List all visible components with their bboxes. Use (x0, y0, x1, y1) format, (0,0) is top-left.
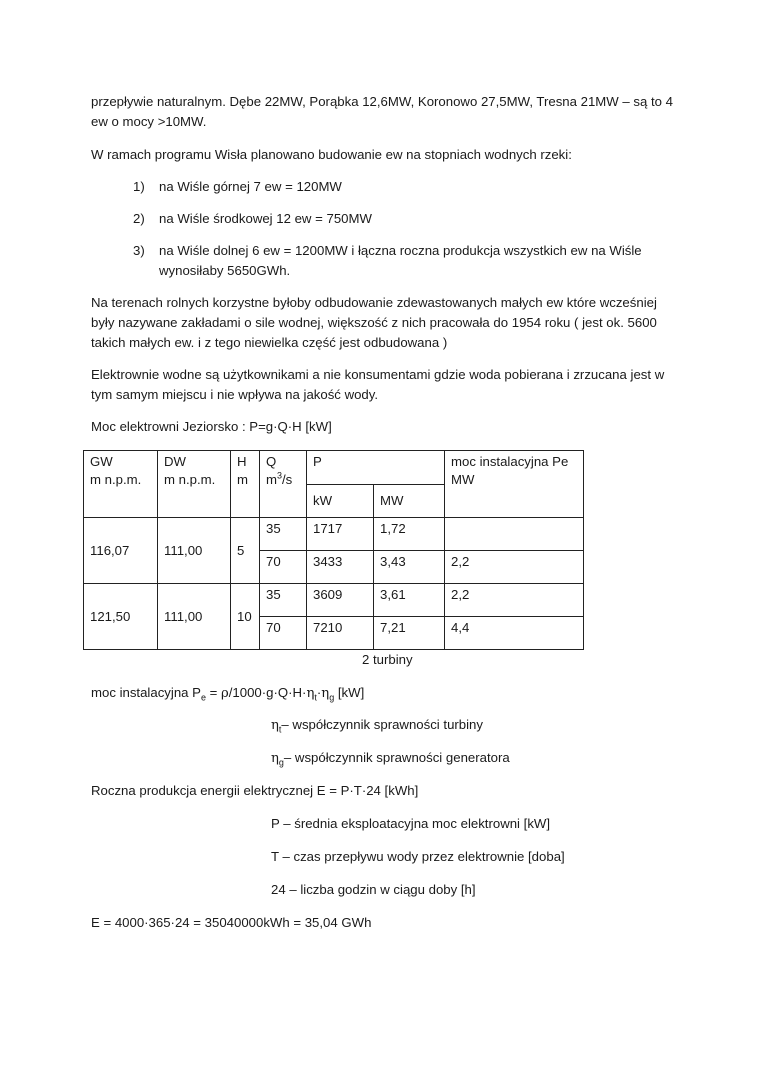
header-gw: GW m n.p.m. (84, 451, 158, 518)
cell-pe: 4,4 (445, 617, 584, 650)
cell-kw: 3609 (307, 584, 374, 617)
roczna-formula: Roczna produkcja energii elektrycznej E = P·T·24 [kWh] (91, 783, 419, 798)
cell-dw: 111,00 (158, 518, 231, 584)
list-item-number: 1) (133, 179, 145, 194)
uzytk-line-2: tym samym miejscu i nie wpływa na jakość wody. (91, 387, 379, 402)
cell-h: 5 (231, 518, 260, 584)
cell-mw: 7,21 (374, 617, 445, 650)
list-item: na Wiśle górnej 7 ew = 120MW (159, 179, 342, 194)
moc-label: Moc elektrowni Jeziorsko : P=g·Q·H [kW] (91, 419, 332, 434)
cell-pe: 2,2 (445, 551, 584, 584)
header-p-mw: MW (374, 485, 445, 518)
list-item: na Wiśle środkowej 12 ew = 750MW (159, 211, 372, 226)
header-p-kw: kW (307, 485, 374, 518)
cell-q: 35 (260, 584, 307, 617)
def-eta-g: $\eta_g-$ współczynnik sprawności generatora (271, 750, 510, 768)
wisla-lead: W ramach programu Wisła planowano budowanie ew na stopniach wodnych rzeki: (91, 147, 572, 162)
cell-q: 35 (260, 518, 307, 551)
formula-pe: moc instalacyjna $P_e = \rho/1000\cdot g\cdot Q\cdot H\cdot\eta_t\cdot\eta_g$ [kW] (91, 685, 365, 703)
cell-gw: 116,07 (84, 518, 158, 584)
list-item-continuation: wynosiłaby 5650GWh. (159, 263, 291, 278)
intro-line-2: ew o mocy >10MW. (91, 114, 207, 129)
cell-q: 70 (260, 551, 307, 584)
rolne-line-2: były nazywane zakładami o sile wodnej, większość z nich pracowała do 1954 roku ( jest ok. 5600 (91, 315, 657, 330)
header-h: H m (231, 451, 260, 518)
result-formula: E = 4000·365·24 = 35040000kWh = 35,04 GWh (91, 915, 372, 930)
table-row (84, 584, 584, 617)
cell-pe (445, 518, 584, 551)
cell-gw: 121,50 (84, 584, 158, 650)
table-row (84, 518, 584, 551)
cell-pe: 2,2 (445, 584, 584, 617)
def-p: P – średnia eksploatacyjna moc elektrowni [kW] (271, 816, 551, 831)
cell-kw: 1717 (307, 518, 374, 551)
cell-dw: 111,00 (158, 584, 231, 650)
power-table (83, 450, 584, 650)
intro-line-1: przepływie naturalnym. Dębe 22MW, Porąbka 12,6MW, Koronowo 27,5MW, Tresna 21MW – są to 4 (91, 94, 673, 109)
cell-mw: 3,61 (374, 584, 445, 617)
cell-mw: 3,43 (374, 551, 445, 584)
list-item-number: 2) (133, 211, 145, 226)
cell-mw: 1,72 (374, 518, 445, 551)
uzytk-line-1: Elektrownie wodne są użytkownikami a nie konsumentami gdzie woda pobierana i zrzucana jest w (91, 367, 665, 382)
list-item-number: 3) (133, 243, 145, 258)
rolne-line-3: takich małych ew. i z tego niewielka część jest odbudowana ) (91, 335, 448, 350)
cell-h: 10 (231, 584, 260, 650)
def-t: T – czas przepływu wody przez elektrownie [doba] (271, 849, 565, 864)
cell-kw: 7210 (307, 617, 374, 650)
def-eta-t: $\eta_t-$ współczynnik sprawności turbiny (271, 717, 483, 735)
header-dw: DW m n.p.m. (158, 451, 231, 518)
def-24: 24 – liczba godzin w ciągu doby [h] (271, 882, 476, 897)
cell-kw: 3433 (307, 551, 374, 584)
header-pe: moc instalacyjna Pe MW (445, 451, 584, 518)
list-item: na Wiśle dolnej 6 ew = 1200MW i łączna roczna produkcja wszystkich ew na Wiśle (159, 243, 642, 258)
cell-q: 70 (260, 617, 307, 650)
header-q: Q $m^3/s$ (260, 451, 307, 518)
rolne-line-1: Na terenach rolnych korzystne byłoby odbudowanie zdewastowanych małych ew które wcześniej (91, 295, 657, 310)
header-p: P (307, 451, 445, 485)
table-caption: 2 turbiny (362, 652, 413, 667)
